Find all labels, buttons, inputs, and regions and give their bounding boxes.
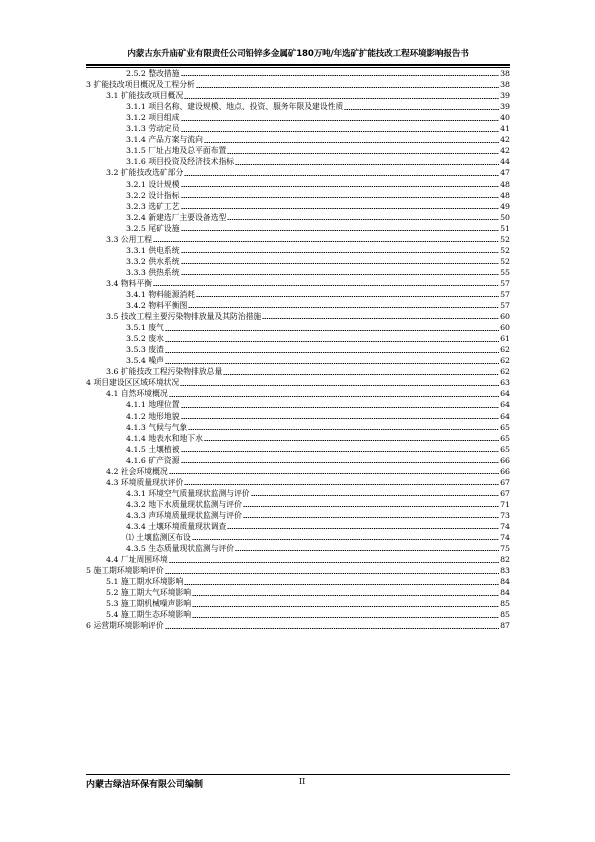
toc-entry-title: 3.5.4 噪声	[126, 356, 164, 366]
toc-entry-page: 66	[500, 466, 510, 476]
toc-entry-title: 4.3.2 地下水质量现状监测与评价	[126, 499, 242, 509]
toc-entry-title: 3.1.6 项目投资及经济技术指标	[126, 157, 235, 167]
toc-entry-page: 39	[500, 102, 510, 112]
toc-entry-page: 57	[500, 289, 510, 299]
toc-entry-page: 65	[500, 444, 510, 454]
toc-entry-title: 4 项目建设区区域环境状况	[86, 378, 180, 388]
toc-entry[interactable]	[86, 200, 510, 211]
toc-entry-page: 82	[500, 555, 510, 565]
toc-entry-title: 3.2 扩能技改选矿部分	[106, 168, 184, 178]
toc-entry-title: 3.2.1 设计规模	[126, 179, 180, 189]
toc-entry[interactable]	[86, 365, 510, 376]
toc-entry-page: 48	[500, 190, 510, 200]
toc-entry[interactable]	[86, 476, 510, 487]
toc-dot-leader	[204, 142, 499, 143]
toc-entry-page: 71	[500, 499, 510, 509]
toc-entry[interactable]	[86, 133, 510, 144]
toc-dot-leader	[223, 374, 499, 375]
document-header-title: 内蒙古东升庙矿业有限责任公司铅锌多金属矿180万吨/年选矿扩能技改工程环境影响报告书	[127, 49, 469, 59]
toc-entry-page: 73	[500, 510, 510, 520]
toc-entry-page: 51	[500, 223, 510, 233]
toc-entry-page: 52	[500, 256, 510, 266]
toc-entry[interactable]	[86, 244, 510, 255]
toc-dot-leader	[196, 296, 499, 297]
footer-rule	[86, 774, 510, 775]
toc-entry-title: 3.2.2 设计指标	[126, 190, 180, 200]
toc-entry[interactable]	[86, 454, 510, 465]
toc-dot-leader	[181, 230, 500, 231]
toc-entry-page: 41	[500, 124, 510, 134]
toc-dot-leader	[165, 330, 499, 331]
toc-entry-title: 4.1.4 地表水和地下水	[126, 433, 203, 443]
toc-entry-page: 52	[500, 234, 510, 244]
toc-entry-title: 5.3 施工期机械噪声影响	[106, 599, 192, 609]
toc-entry[interactable]	[86, 531, 510, 542]
toc-entry-title: 3.6 扩能技改工程污染物排放总量	[106, 367, 223, 377]
toc-dot-leader	[344, 109, 499, 110]
toc-dot-leader	[181, 462, 500, 463]
footer-organization: 内蒙古绿洁环保有限公司编制	[86, 780, 204, 790]
toc-dot-leader	[184, 175, 499, 176]
toc-entry[interactable]	[86, 542, 510, 553]
toc-dot-leader	[181, 120, 500, 121]
toc-entry-page: 74	[500, 521, 510, 531]
toc-entry[interactable]	[86, 520, 510, 531]
toc-entry-title: 3.1.3 劳动定员	[126, 124, 180, 134]
toc-entry[interactable]	[86, 89, 510, 100]
toc-dot-leader	[181, 252, 500, 253]
toc-entry-title: ⑴ 土壤监测区布设	[126, 533, 191, 543]
toc-entry[interactable]	[86, 166, 510, 177]
toc-entry[interactable]	[86, 487, 510, 498]
toc-entry[interactable]	[86, 78, 510, 89]
toc-entry[interactable]	[86, 586, 510, 597]
toc-entry-title: 4.3 环境质量现状评价	[106, 477, 184, 487]
toc-entry[interactable]	[86, 177, 510, 188]
toc-dot-leader	[181, 131, 500, 132]
toc-entry[interactable]	[86, 619, 510, 630]
toc-entry-page: 62	[500, 356, 510, 366]
toc-entry[interactable]	[86, 211, 510, 222]
toc-entry[interactable]	[86, 255, 510, 266]
toc-dot-leader	[181, 451, 500, 452]
toc-entry-title: 3.2.3 选矿工艺	[126, 201, 180, 211]
toc-entry-page: 61	[500, 334, 510, 344]
toc-entry[interactable]	[86, 277, 510, 288]
toc-entry[interactable]	[86, 387, 510, 398]
toc-entry-title: 3.5.2 废水	[126, 334, 164, 344]
toc-entry-title: 3.2.5 尾矿设施	[126, 223, 180, 233]
toc-entry-title: 3.1.5 厂址占地及总平面布置	[126, 146, 227, 156]
toc-dot-leader	[188, 429, 499, 430]
toc-entry-page: 64	[500, 411, 510, 421]
toc-entry-title: 3.3.1 供电系统	[126, 245, 180, 255]
toc-entry-page: 67	[500, 477, 510, 487]
toc-entry-page: 42	[500, 135, 510, 145]
table-of-contents	[86, 67, 510, 630]
toc-entry-page: 49	[500, 201, 510, 211]
toc-entry-title: 3.4.1 物料能源消耗	[126, 289, 196, 299]
toc-dot-leader	[165, 573, 499, 574]
toc-entry-title: 4.1.2 地形地貌	[126, 411, 180, 421]
toc-entry-page: 55	[500, 267, 510, 277]
toc-entry-page: 60	[500, 323, 510, 333]
toc-entry-title: 4.1.1 地理位置	[126, 400, 180, 410]
toc-entry-page: 42	[500, 146, 510, 156]
toc-dot-leader	[235, 550, 499, 551]
toc-entry-title: 3.1 扩能技改项目概况	[106, 91, 184, 101]
toc-entry-page: 87	[500, 621, 510, 631]
toc-dot-leader	[243, 506, 499, 507]
toc-dot-leader	[153, 285, 499, 286]
toc-entry-title: 4.1.3 气候与气象	[126, 422, 188, 432]
toc-dot-leader	[192, 595, 499, 596]
toc-dot-leader	[181, 186, 500, 187]
toc-entry-page: 67	[500, 488, 510, 498]
toc-dot-leader	[192, 617, 499, 618]
toc-entry-title: 3.2.4 新建选厂主要设备选型	[126, 212, 227, 222]
toc-entry-title: 4.1.5 土壤植被	[126, 444, 180, 454]
toc-entry-page: 85	[500, 610, 510, 620]
toc-entry[interactable]	[86, 144, 510, 155]
toc-entry-page: 57	[500, 278, 510, 288]
toc-entry-page: 50	[500, 212, 510, 222]
toc-entry-title: 4.1.6 矿产资源	[126, 455, 180, 465]
toc-entry-page: 83	[500, 566, 510, 576]
toc-dot-leader	[169, 473, 499, 474]
toc-entry-page: 85	[500, 599, 510, 609]
toc-entry-title: 5 施工期环境影响评价	[86, 566, 164, 576]
toc-dot-leader	[181, 418, 500, 419]
toc-entry-page: 75	[500, 544, 510, 554]
toc-entry[interactable]	[86, 67, 510, 78]
toc-entry[interactable]	[86, 597, 510, 608]
toc-entry-page: 65	[500, 433, 510, 443]
toc-dot-leader	[184, 98, 499, 99]
toc-entry-title: 3.3.3 供热系统	[126, 267, 180, 277]
toc-dot-leader	[180, 385, 499, 386]
toc-entry-title: 3.5.3 废渣	[126, 345, 164, 355]
toc-dot-leader	[165, 352, 499, 353]
toc-dot-leader	[227, 219, 499, 220]
toc-entry-page: 57	[500, 301, 510, 311]
toc-dot-leader	[243, 517, 499, 518]
toc-entry-page: 64	[500, 389, 510, 399]
toc-entry-title: 3.5 技改工程主要污染物排放量及其防治措施	[106, 312, 262, 322]
toc-entry[interactable]	[86, 509, 510, 520]
toc-dot-leader	[181, 197, 500, 198]
toc-entry-page: 62	[500, 345, 510, 355]
toc-entry-title: 3.1.1 项目名称、建设规模、地点、投资、服务年限及建设性质	[126, 102, 344, 112]
toc-entry[interactable]	[86, 608, 510, 619]
toc-entry[interactable]	[86, 398, 510, 409]
toc-dot-leader	[181, 407, 500, 408]
toc-entry[interactable]	[86, 376, 510, 387]
toc-dot-leader	[153, 241, 499, 242]
toc-entry-page: 52	[500, 245, 510, 255]
toc-entry[interactable]	[86, 432, 510, 443]
toc-dot-leader	[181, 274, 500, 275]
toc-entry-page: 84	[500, 588, 510, 598]
toc-dot-leader	[181, 208, 500, 209]
toc-dot-leader	[204, 440, 499, 441]
toc-entry-page: 63	[500, 378, 510, 388]
toc-dot-leader	[262, 318, 499, 319]
toc-entry[interactable]	[86, 310, 510, 321]
toc-entry-page: 66	[500, 455, 510, 465]
toc-entry[interactable]	[86, 564, 510, 575]
toc-entry-title: 4.1 自然环境概况	[106, 389, 168, 399]
toc-entry-page: 60	[500, 312, 510, 322]
toc-entry[interactable]	[86, 266, 510, 277]
toc-entry[interactable]	[86, 233, 510, 244]
toc-entry-page: 64	[500, 400, 510, 410]
toc-entry[interactable]	[86, 354, 510, 365]
toc-dot-leader	[227, 153, 499, 154]
header-rule-thick	[86, 64, 510, 66]
toc-entry[interactable]	[86, 321, 510, 332]
toc-dot-leader	[184, 584, 499, 585]
toc-entry[interactable]	[86, 111, 510, 122]
toc-entry-title: 3.4 物料平衡	[106, 278, 153, 288]
toc-entry-title: 4.3.1 环境空气质量现状监测与评价	[126, 488, 250, 498]
toc-entry-title: 3.3.2 供水系统	[126, 256, 180, 266]
toc-entry-page: 44	[500, 157, 510, 167]
toc-dot-leader	[169, 562, 499, 563]
toc-entry[interactable]	[86, 443, 510, 454]
toc-entry-title: 3.3 公用工程	[106, 234, 153, 244]
toc-entry[interactable]	[86, 498, 510, 509]
toc-entry-title: 3 扩能技改项目概况及工程分析	[86, 80, 195, 90]
toc-entry-title: 5.2 施工期大气环境影响	[106, 588, 192, 598]
toc-entry-title: 4.3.3 声环境质量现状监测与评价	[126, 510, 242, 520]
toc-entry[interactable]	[86, 155, 510, 166]
toc-entry[interactable]	[86, 409, 510, 420]
toc-entry-title: 2.5.2 整改措施	[126, 69, 180, 79]
toc-entry-page: 38	[500, 80, 510, 90]
toc-entry-title: 4.3.5 生态质量现状监测与评价	[126, 544, 235, 554]
toc-dot-leader	[165, 363, 499, 364]
toc-dot-leader	[235, 164, 499, 165]
toc-entry[interactable]	[86, 553, 510, 564]
toc-dot-leader	[192, 539, 499, 540]
toc-entry[interactable]	[86, 343, 510, 354]
toc-dot-leader	[169, 396, 499, 397]
toc-entry-title: 3.5.1 废气	[126, 323, 164, 333]
footer-page-number: II	[299, 777, 306, 786]
toc-entry-title: 5.4 施工期生态环境影响	[106, 610, 192, 620]
toc-dot-leader	[192, 606, 499, 607]
toc-entry-title: 3.1.2 项目组成	[126, 113, 180, 123]
toc-dot-leader	[181, 263, 500, 264]
toc-entry[interactable]	[86, 122, 510, 133]
toc-entry[interactable]	[86, 332, 510, 343]
toc-entry-title: 4.3.4 土壤环境质量现状调查	[126, 521, 227, 531]
toc-entry-page: 40	[500, 113, 510, 123]
toc-entry[interactable]	[86, 222, 510, 233]
toc-entry-title: 4.2 社会环境概况	[106, 466, 168, 476]
toc-entry-page: 38	[500, 69, 510, 79]
toc-entry[interactable]	[86, 421, 510, 432]
toc-dot-leader	[227, 528, 499, 529]
toc-entry-title: 6 运营期环境影响评价	[86, 621, 164, 631]
toc-dot-leader	[196, 87, 499, 88]
toc-entry[interactable]	[86, 465, 510, 476]
toc-entry-page: 65	[500, 422, 510, 432]
toc-entry-title: 3.1.4 产品方案与流向	[126, 135, 203, 145]
toc-entry-title: 4.4 厂址周围环境	[106, 555, 168, 565]
toc-dot-leader	[181, 75, 500, 76]
toc-entry-page: 39	[500, 91, 510, 101]
toc-dot-leader	[251, 495, 499, 496]
toc-entry[interactable]	[86, 299, 510, 310]
toc-dot-leader	[165, 628, 499, 629]
toc-entry[interactable]	[86, 100, 510, 111]
toc-entry-page: 48	[500, 179, 510, 189]
toc-entry[interactable]	[86, 575, 510, 586]
toc-entry-page: 84	[500, 577, 510, 587]
toc-entry-page: 74	[500, 533, 510, 543]
toc-dot-leader	[184, 484, 499, 485]
toc-entry[interactable]	[86, 189, 510, 200]
toc-entry-page: 62	[500, 367, 510, 377]
toc-entry-title: 5.1 施工期水环境影响	[106, 577, 184, 587]
toc-dot-leader	[165, 341, 499, 342]
toc-entry[interactable]	[86, 288, 510, 299]
toc-dot-leader	[188, 307, 499, 308]
toc-entry-page: 47	[500, 168, 510, 178]
toc-entry-title: 3.4.2 物料平衡图	[126, 301, 188, 311]
